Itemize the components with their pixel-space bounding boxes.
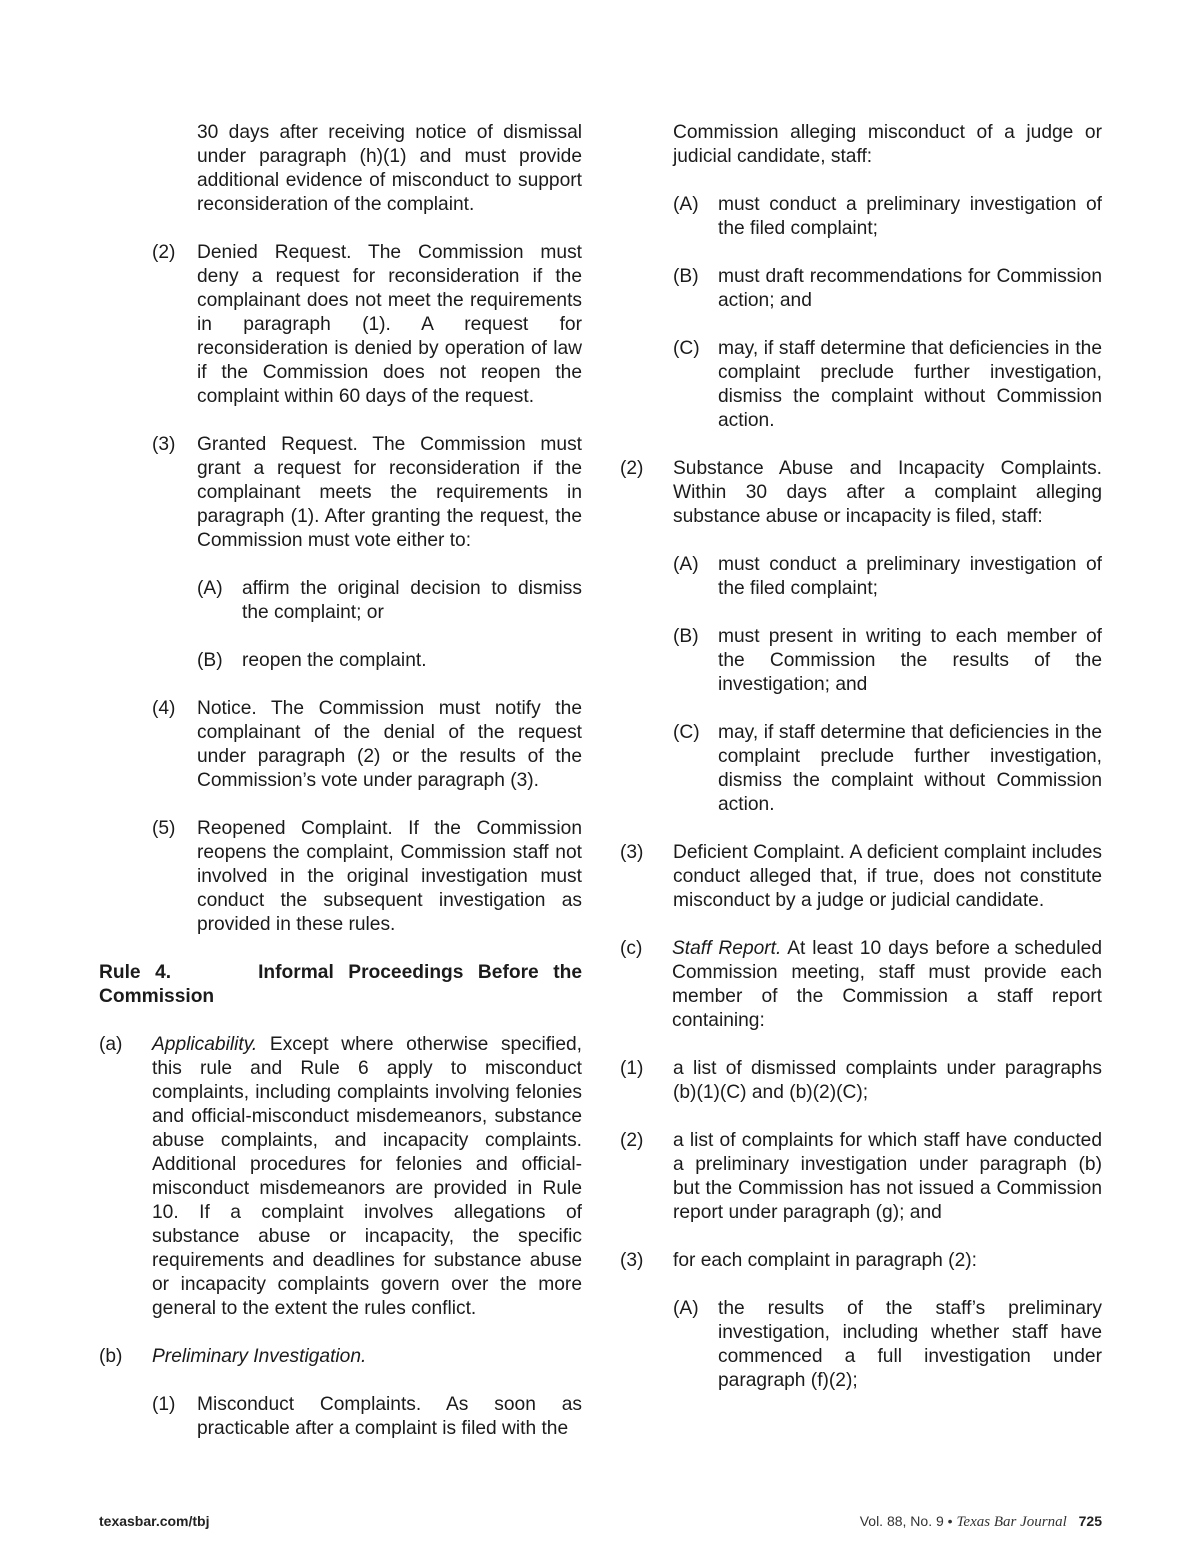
paragraph-text: must conduct a preliminary investigation of the filed complaint;	[718, 554, 1102, 599]
subparagraph-b1A	[673, 193, 1102, 241]
paragraph-3-granted-request	[152, 433, 582, 553]
item-label: (1)	[620, 1058, 644, 1079]
subparagraph-b1B	[673, 265, 1102, 313]
section-body: Except where otherwise specified, this rule and Rule 6 apply to misconduct complaints, including complaints involving felonies and official-misconduct misdemeanors, substance abuse complaints, and incapacity complaints. Additional procedures for felonies and official-misconduct misdemeanors are provided in Rule 10. If a complaint involves allegations of substance abuse or incapacity, the specific requirements and deadlines for substance abuse or incapacity complaints govern over the more general to the extent the rules conflict.	[152, 1034, 582, 1319]
paragraph-text: a list of complaints for which staff have conducted a preliminary investigation under paragraph (b) but the Commission has not issued a Commission report under paragraph (g); and	[673, 1130, 1102, 1223]
subparagraph-3B	[197, 649, 582, 673]
continued-paragraph	[197, 121, 582, 217]
paragraph-text: must conduct a preliminary investigation of the filed complaint;	[718, 194, 1102, 239]
paragraph-2-denied-request	[152, 241, 582, 409]
paragraph-text: Reopened Complaint. If the Commission reopens the complaint, Commission staff not involved in the original investigation must conduct the subsequent investigation as provided in these rules.	[197, 818, 582, 935]
paragraph-text: may, if staff determine that deficiencies in the complaint preclude further investigation, dismiss the complaint without Commission action.	[718, 338, 1102, 431]
item-label: (4)	[152, 698, 176, 719]
subparagraph-b2A	[673, 553, 1102, 601]
paragraph-text: a list of dismissed complaints under paragraphs (b)(1)(C) and (b)(2)(C);	[673, 1058, 1102, 1103]
item-label: (A)	[197, 578, 223, 599]
item-label: (A)	[673, 1298, 699, 1319]
paragraph-text: for each complaint in paragraph (2):	[673, 1250, 977, 1271]
item-label: (C)	[673, 722, 700, 743]
paragraph-text: the results of the staff’s preliminary investigation, including whether staff have commenced a full investigation under paragraph (f)(2);	[718, 1298, 1102, 1391]
item-label: (c)	[620, 938, 643, 959]
item-label: (2)	[620, 1130, 644, 1151]
paragraph-b1-continued	[673, 121, 1102, 169]
paragraph-text: Granted Request. The Commission must grant a request for reconsideration if the complainant meets the requirements in paragraph (1). After granting the request, the Commission must vote either to:	[197, 434, 582, 551]
section-b-preliminary-investigation	[99, 1345, 582, 1369]
subparagraph-b2B	[673, 625, 1102, 697]
section-title: Staff Report.	[672, 938, 782, 959]
footer-journal: Texas Bar Journal	[956, 1514, 1067, 1530]
paragraph-text: Substance Abuse and Incapacity Complaints. Within 30 days after a complaint alleging substance abuse or incapacity is filed, staff:	[673, 458, 1102, 527]
item-label: (3)	[152, 434, 176, 455]
paragraph-text: may, if staff determine that deficiencies in the complaint preclude further investigation, dismiss the complaint without Commission action.	[718, 722, 1102, 815]
item-label: (2)	[152, 242, 176, 263]
paragraph-5-reopened-complaint	[152, 817, 582, 937]
paragraph-text	[152, 1033, 582, 1321]
right-column	[620, 121, 1102, 1417]
paragraph-b3-deficient-complaint	[620, 841, 1102, 913]
item-label: (B)	[673, 266, 699, 287]
footer-bullet: •	[947, 1513, 953, 1529]
item-label: (B)	[197, 650, 223, 671]
left-column	[99, 121, 588, 1465]
paragraph-text: reopen the complaint.	[242, 650, 427, 671]
section-c-staff-report	[620, 937, 1103, 1033]
item-label: (A)	[673, 554, 699, 575]
paragraph-b2-substance-abuse	[620, 457, 1102, 529]
paragraph-text: Notice. The Commission must notify the complainant of the denial of the request under paragraph (2) or the results of the Commission’s vote under paragraph (3).	[197, 698, 582, 791]
section-a-applicability	[99, 1033, 582, 1321]
paragraph-text: Commission alleging misconduct of a judge or judicial candidate, staff:	[673, 122, 1102, 167]
paragraph-text: affirm the original decision to dismiss the complaint; or	[242, 578, 582, 623]
footer-url: texasbar.com/tbj	[99, 1513, 210, 1529]
paragraph-4-notice	[152, 697, 582, 793]
subparagraph-3A	[197, 577, 582, 625]
paragraph-c3	[620, 1249, 1102, 1273]
item-label: (5)	[152, 818, 176, 839]
subparagraph-b2C	[673, 721, 1102, 817]
footer-volume: Vol. 88, No. 9	[859, 1513, 944, 1529]
section-title: Preliminary Investigation.	[152, 1346, 367, 1367]
item-label: (1)	[152, 1394, 176, 1415]
paragraph-text: must draft recommendations for Commission action; and	[718, 266, 1102, 311]
rule-4-heading	[99, 961, 588, 1009]
paragraph-c2	[620, 1129, 1102, 1225]
paragraph-text: Denied Request. The Commission must deny a request for reconsideration if the complainant does not meet the requirements in paragraph (1). A request for reconsideration is denied by operation of law if the Commission does not reopen the complaint within 60 days of the request.	[197, 242, 582, 407]
paragraph-b1-misconduct-complaints	[152, 1393, 582, 1441]
section-title: Applicability.	[152, 1034, 258, 1055]
subparagraph-c3A	[673, 1297, 1102, 1393]
heading-text: Rule 4. Informal Proceedings Before the Commission	[99, 962, 588, 1007]
item-label: (3)	[620, 842, 644, 863]
footer-citation	[860, 1513, 1102, 1531]
item-label: (a)	[99, 1034, 123, 1055]
item-label: (A)	[673, 194, 699, 215]
section-body: At least 10 days before a scheduled Commission meeting, staff must provide each member of the Commission a staff report containing:	[672, 938, 1103, 1031]
item-label: (2)	[620, 458, 644, 479]
paragraph-text: 30 days after receiving notice of dismissal under paragraph (h)(1) and must provide additional evidence of misconduct to support reconsideration of the complaint.	[197, 122, 582, 215]
paragraph-text	[672, 937, 1102, 1033]
item-label: (B)	[673, 626, 699, 647]
page-number: 725	[1078, 1513, 1102, 1529]
item-label: (3)	[620, 1250, 644, 1271]
paragraph-c1	[620, 1057, 1102, 1105]
page-footer	[99, 1513, 1102, 1535]
paragraph-text: must present in writing to each member of the Commission the results of the investigation; and	[718, 626, 1102, 695]
item-label: (b)	[99, 1346, 123, 1367]
paragraph-text: Misconduct Complaints. As soon as practicable after a complaint is filed with the	[197, 1394, 582, 1439]
item-label: (C)	[673, 338, 700, 359]
subparagraph-b1C	[673, 337, 1102, 433]
paragraph-text: Deficient Complaint. A deficient complaint includes conduct alleged that, if true, does not constitute misconduct by a judge or judicial candidate.	[673, 842, 1102, 911]
